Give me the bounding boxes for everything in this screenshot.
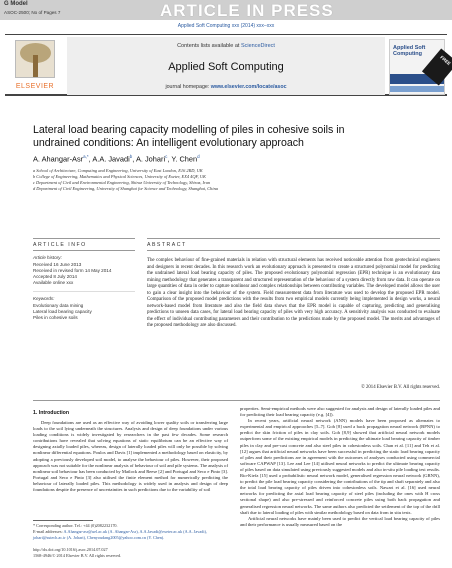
journal-header	[5, 34, 447, 96]
author-name[interactable]: A.A. Javadi	[92, 154, 130, 164]
affiliation: c Department of Civil and Environmental Engineering, Shiraz University of Technology, Shiraz, Iran	[33, 180, 211, 185]
intro-paragraph: Deep foundations are used as an effective way of avoiding lower quality soils or transferring large loads to the soil lying underneath the structures. Analysis and design of deep foundations under various loading conditions is widely investigated by researchers in the past few decades. Some research contributions have revealed that solving equations of static equilibrium can be an effective way of designing axially loaded piles, whereas, design of laterally loaded piles will only be possible by solving nonlinear differential equations. Poulos and Davis [1] implemented a methodology based on elasticity, by adopting a previously developed soil model, to analyse the behaviour of piles. However, their proposed approach was not suitable for the nonlinear analysis of behaviour of soil and pile systems. The analysis of nonlinear soil behaviour has been conducted by Matlock and Reese [2] and Portugal and Seco e Pinto [3]. Portugal and Seco e Pinto [3] also utilised the finite element method for numerically predicting the behaviour of laterally loaded piles. This methodology is widely used in analysis and design of deep foundations despite the presence of uncertainties in such predictions due to the variability of soil	[33, 420, 228, 493]
journal-title: Applied Soft Computing	[168, 61, 284, 73]
copyright-notice: © 2014 Elsevier B.V. All rights reserved.	[361, 385, 440, 390]
article-in-press-label: ARTICLE IN PRESS	[160, 1, 334, 20]
tree-trunk	[33, 55, 38, 77]
publisher-name: ELSEVIER	[15, 83, 55, 90]
body-left-column	[33, 420, 228, 493]
body-right-column	[240, 406, 440, 528]
affiliation: d Department of Civil Engineering, University of Shanghai for Science and Technology, Shanghai, China	[33, 186, 218, 191]
article-code: ASOC-2500; No of Pages 7	[4, 10, 61, 15]
author-name[interactable]: A. Johari	[135, 154, 166, 164]
cover-band-secondary	[390, 86, 444, 92]
history-label: Article history:	[33, 255, 62, 260]
footnote-rule	[33, 520, 93, 521]
affiliation: a School of Architecture, Computing and Engineering, University of East London, E16 2RD, UK	[33, 168, 203, 173]
right-paragraph: properties. Semi-empirical methods were also suggested for analysis and design of laterally loaded piles and for predicting their load bearing capacity (e.g. [4]).	[240, 406, 440, 418]
issn-line: 1568-4946/© 2014 Elsevier B.V. All rights reserved.	[33, 553, 122, 558]
author-name[interactable]: A. Ahangar-Asr	[33, 154, 84, 164]
article-info-heading: ARTICLE INFO	[33, 242, 87, 248]
journal-reference[interactable]: Applied Soft Computing xxx (2014) xxx–xxx	[177, 23, 275, 29]
keywords-label: Keywords:	[33, 296, 55, 301]
history-item: Received in revised form 14 May 2014	[33, 268, 112, 273]
free-badge-label: FREE	[439, 54, 452, 67]
affiliation: b College of Engineering, Mathematics and Physical Sciences, University of Exeter, EX4 4QF, UK	[33, 174, 206, 179]
article-info-rule	[33, 238, 135, 239]
elsevier-logo	[5, 37, 65, 95]
author-list: A. Ahangar-Asr$^{a,*}$, A.A. Javadi$^b$, A. Johari$^c$, Y. Chen$^d$	[33, 154, 200, 164]
homepage-prefix: journal homepage:	[165, 84, 211, 90]
cover-title: Applied Soft Computing	[393, 45, 426, 57]
keyword: Lateral load bearing capacity	[33, 309, 92, 314]
author-superscript: c	[165, 154, 168, 159]
journal-banner-center	[67, 37, 385, 95]
author-superscript: b	[129, 154, 133, 159]
abstract-rule	[147, 238, 440, 239]
abstract-text: The complex behaviour of fine-grained materials in relation with structural elements has received noticeable attention from geotechnical engineers and designers in recent decades. In this research work an evolutionary approach is presented to create a structured polynomial model for predicting the undrained lateral load bearing capacity of piles. The proposed evolutionary polynomial regression (EPR) technique is an evolutionary data mining methodology that generates a transparent and structured representation of the behaviour of a system directly from raw data. It can operate on large quantities of data in order to capture nonlinear and complex relationships between contributing variables. The developed model allows the user to gain a clear insight into the behaviour of the system. Field measurement data from literature was used to develop the proposed EPR model. Comparison of the proposed model predictions with the results from two empirical models currently being implemented in design works, a neural network-based model from literature and also the field data shows that the EPR model is capable of capturing, predicting and generalising predictions to unseen data cases, for lateral load bearing capacity of piles with very high accuracy. A sensitivity analysis was conducted to evaluate the effect of individual contributing parameters and their contribution to the predictions made by the proposed model. The merits and advantages of the proposed methodology are also discussed.	[147, 258, 440, 328]
author-superscript: d	[197, 154, 200, 159]
right-paragraph: In recent years, artificial neural network (ANN) models have been proposed as alternates to experimental and empirical approaches [5–7]. Goh [8] used a back propagation neural network (BPNN) to predict the skin friction of piles in clay soils. Goh [8,9] showed that artificial neural network models outperform some of the existing empirical models in predicting the ultimate load bearing capacity of timber piles in clay and pre-cast concrete and also steel piles in cohesionless soils. Chan et al. [11] and Teh et al. [12] argues that artificial neural networks have been successful in predicting the static load bearing capacity of piles and their predictions are in agreement with the outcomes of analyses conducted using commercial software CAPWAP [13]. Lee and Lee [14] utilised neural networks to predict the ultimate bearing capacity of piles based on data simulated using previously suggested models and also in-situ pile loading test results. Rio-Kiefa [15] used a probabilistic neural network model, generalised regression neural network (GRNN), to predict the pile load bearing capacity considering the contributions of the tip and shaft separately and also the total load bearing capacity of piles driven into cohesionless soils. Nawari et al. [16] used neural networks for predicting the axial load bearing capacity of steel piles (including the ones with H cross sectional shape) and also pre-stressed and reinforced concrete piles using both back propagation and generalised regression neural networks. The same authors also predicted the settlement of the top of the drill shaft due to lateral loading of piles with similar methodology based on data from in situ tests.	[240, 418, 440, 515]
title-line-1: Lateral load bearing capacity modelling of piles in cohesive soils in	[33, 124, 345, 136]
abstract-rule-bottom	[147, 250, 440, 251]
article-in-press-banner	[0, 0, 452, 20]
title-line-2: undrained conditions: An intelligent evolutionary approach	[33, 137, 304, 149]
abstract-heading: ABSTRACT	[147, 242, 187, 248]
author-superscript: a,*	[83, 154, 89, 159]
body-separator	[33, 400, 440, 401]
right-paragraph: Artificial neural networks have mainly been used to predict the vertical load bearing capacity of piles and their performance is usually measured based on the	[240, 515, 440, 527]
history-item: Available online xxx	[33, 280, 74, 285]
section-heading-introduction: 1. Introduction	[33, 410, 70, 416]
homepage-link[interactable]: www.elsevier.com/locate/asoc	[210, 84, 287, 90]
email-label: E-mail addresses:	[33, 529, 64, 534]
journal-code: G Model	[4, 1, 28, 7]
author-name[interactable]: Y. Chen	[171, 154, 198, 164]
email-addresses[interactable]: A.Ahangar-asr@uel.ac.uk (A. Ahangar-Asr), A.A.Javadi@exeter.ac.uk (A.A. Javadi), johari@sutech.ac.ir (A. Johari), Chenyoudang2005@yahoo.com.cn (Y. Chen).	[33, 529, 207, 540]
keyword: Piles in cohesive soils	[33, 315, 78, 320]
corresponding-author-note: * Corresponding author. Tel.: +44 (0)2082232170.	[33, 523, 118, 528]
contents-line	[67, 43, 385, 49]
sciencedirect-link[interactable]: ScienceDirect	[240, 43, 275, 49]
contents-prefix: Contents lists available at	[177, 43, 241, 49]
article-info-rule-bottom	[33, 250, 135, 251]
journal-homepage-line	[67, 84, 385, 90]
history-item: Accepted 8 July 2014	[33, 274, 77, 279]
keyword: Evolutionary data mining	[33, 303, 84, 308]
email-footnote	[33, 529, 228, 540]
history-item: Received 16 June 2013	[33, 262, 82, 267]
article-title	[33, 124, 423, 150]
keywords-divider	[33, 291, 135, 292]
doi-link[interactable]: http://dx.doi.org/10.1016/j.asoc.2014.07.027	[33, 547, 108, 552]
tree-icon	[15, 40, 55, 78]
